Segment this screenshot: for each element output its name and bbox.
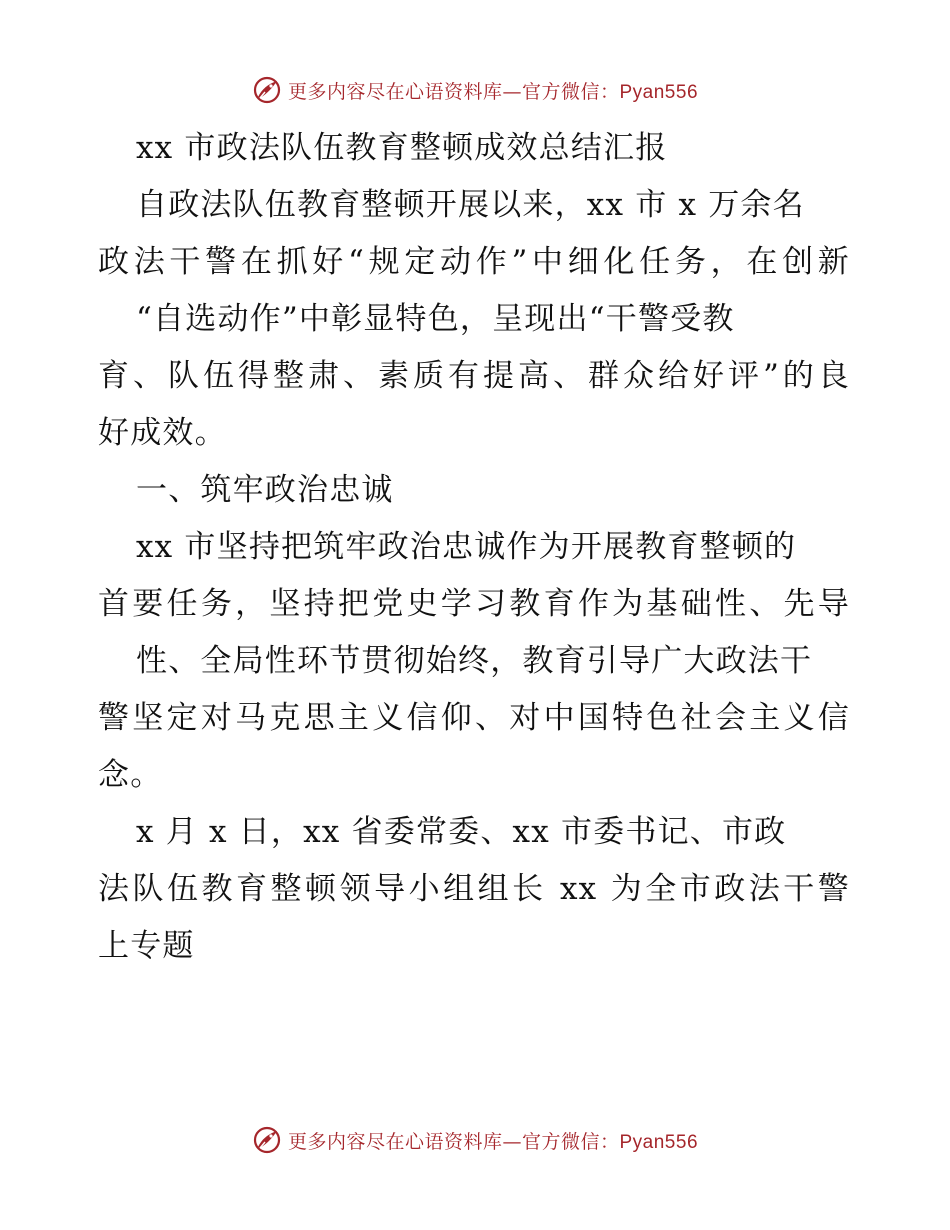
paragraph-line: 法队伍教育整顿领导小组组长 xx 为全市政法干警 bbox=[98, 871, 850, 907]
footer-banner-main: 更多内容尽在心语资料库 bbox=[287, 1130, 503, 1153]
document-body bbox=[98, 120, 850, 975]
paragraph-line: 性、全局性环节贯彻始终，教育引导广大政法干 bbox=[136, 643, 813, 679]
pen-nib-logo-icon bbox=[252, 75, 282, 105]
paragraph-line: 念。 bbox=[98, 757, 163, 793]
paragraph-line: “自选动作”中彰显特色，呈现出“干警受教 bbox=[136, 301, 735, 337]
header-banner-text bbox=[288, 77, 698, 104]
footer-banner-text bbox=[288, 1127, 698, 1154]
paragraph-line: 好成效。 bbox=[98, 415, 227, 451]
paragraph-line: 警坚定对马克思主义信仰、对中国特色社会主义信 bbox=[98, 700, 850, 736]
footer-banner-dash: — bbox=[502, 1130, 522, 1153]
header-banner-account: Pyan556 bbox=[619, 81, 699, 103]
paragraph-line: 上专题 bbox=[98, 928, 195, 964]
footer-banner bbox=[0, 1120, 950, 1160]
section-heading: 一、筑牢政治忠诚 bbox=[136, 472, 394, 508]
paragraph-line: 自政法队伍教育整顿开展以来，xx 市 x 万余名 bbox=[136, 187, 805, 223]
paragraph-line: 政法干警在抓好“规定动作”中细化任务，在创新 bbox=[98, 244, 850, 280]
paragraph-line: xx 市坚持把筑牢政治忠诚作为开展教育整顿的 bbox=[136, 529, 797, 565]
header-banner-wechat-label: 官方微信： bbox=[521, 80, 620, 103]
footer-banner-account: Pyan556 bbox=[619, 1131, 699, 1153]
paragraph-line: 首要任务，坚持把党史学习教育作为基础性、先导 bbox=[98, 586, 850, 622]
document-title: xx 市政法队伍教育整顿成效总结汇报 bbox=[136, 130, 668, 166]
header-banner bbox=[0, 70, 950, 110]
pen-nib-logo-icon bbox=[252, 1125, 282, 1155]
paragraph-line: 育、队伍得整肃、素质有提高、群众给好评”的良 bbox=[98, 358, 850, 394]
paragraph-line: x 月 x 日，xx 省委常委、xx 市委书记、市政 bbox=[136, 814, 787, 850]
header-banner-main: 更多内容尽在心语资料库 bbox=[287, 80, 503, 103]
header-banner-dash: — bbox=[502, 80, 522, 103]
footer-banner-wechat-label: 官方微信： bbox=[521, 1130, 620, 1153]
